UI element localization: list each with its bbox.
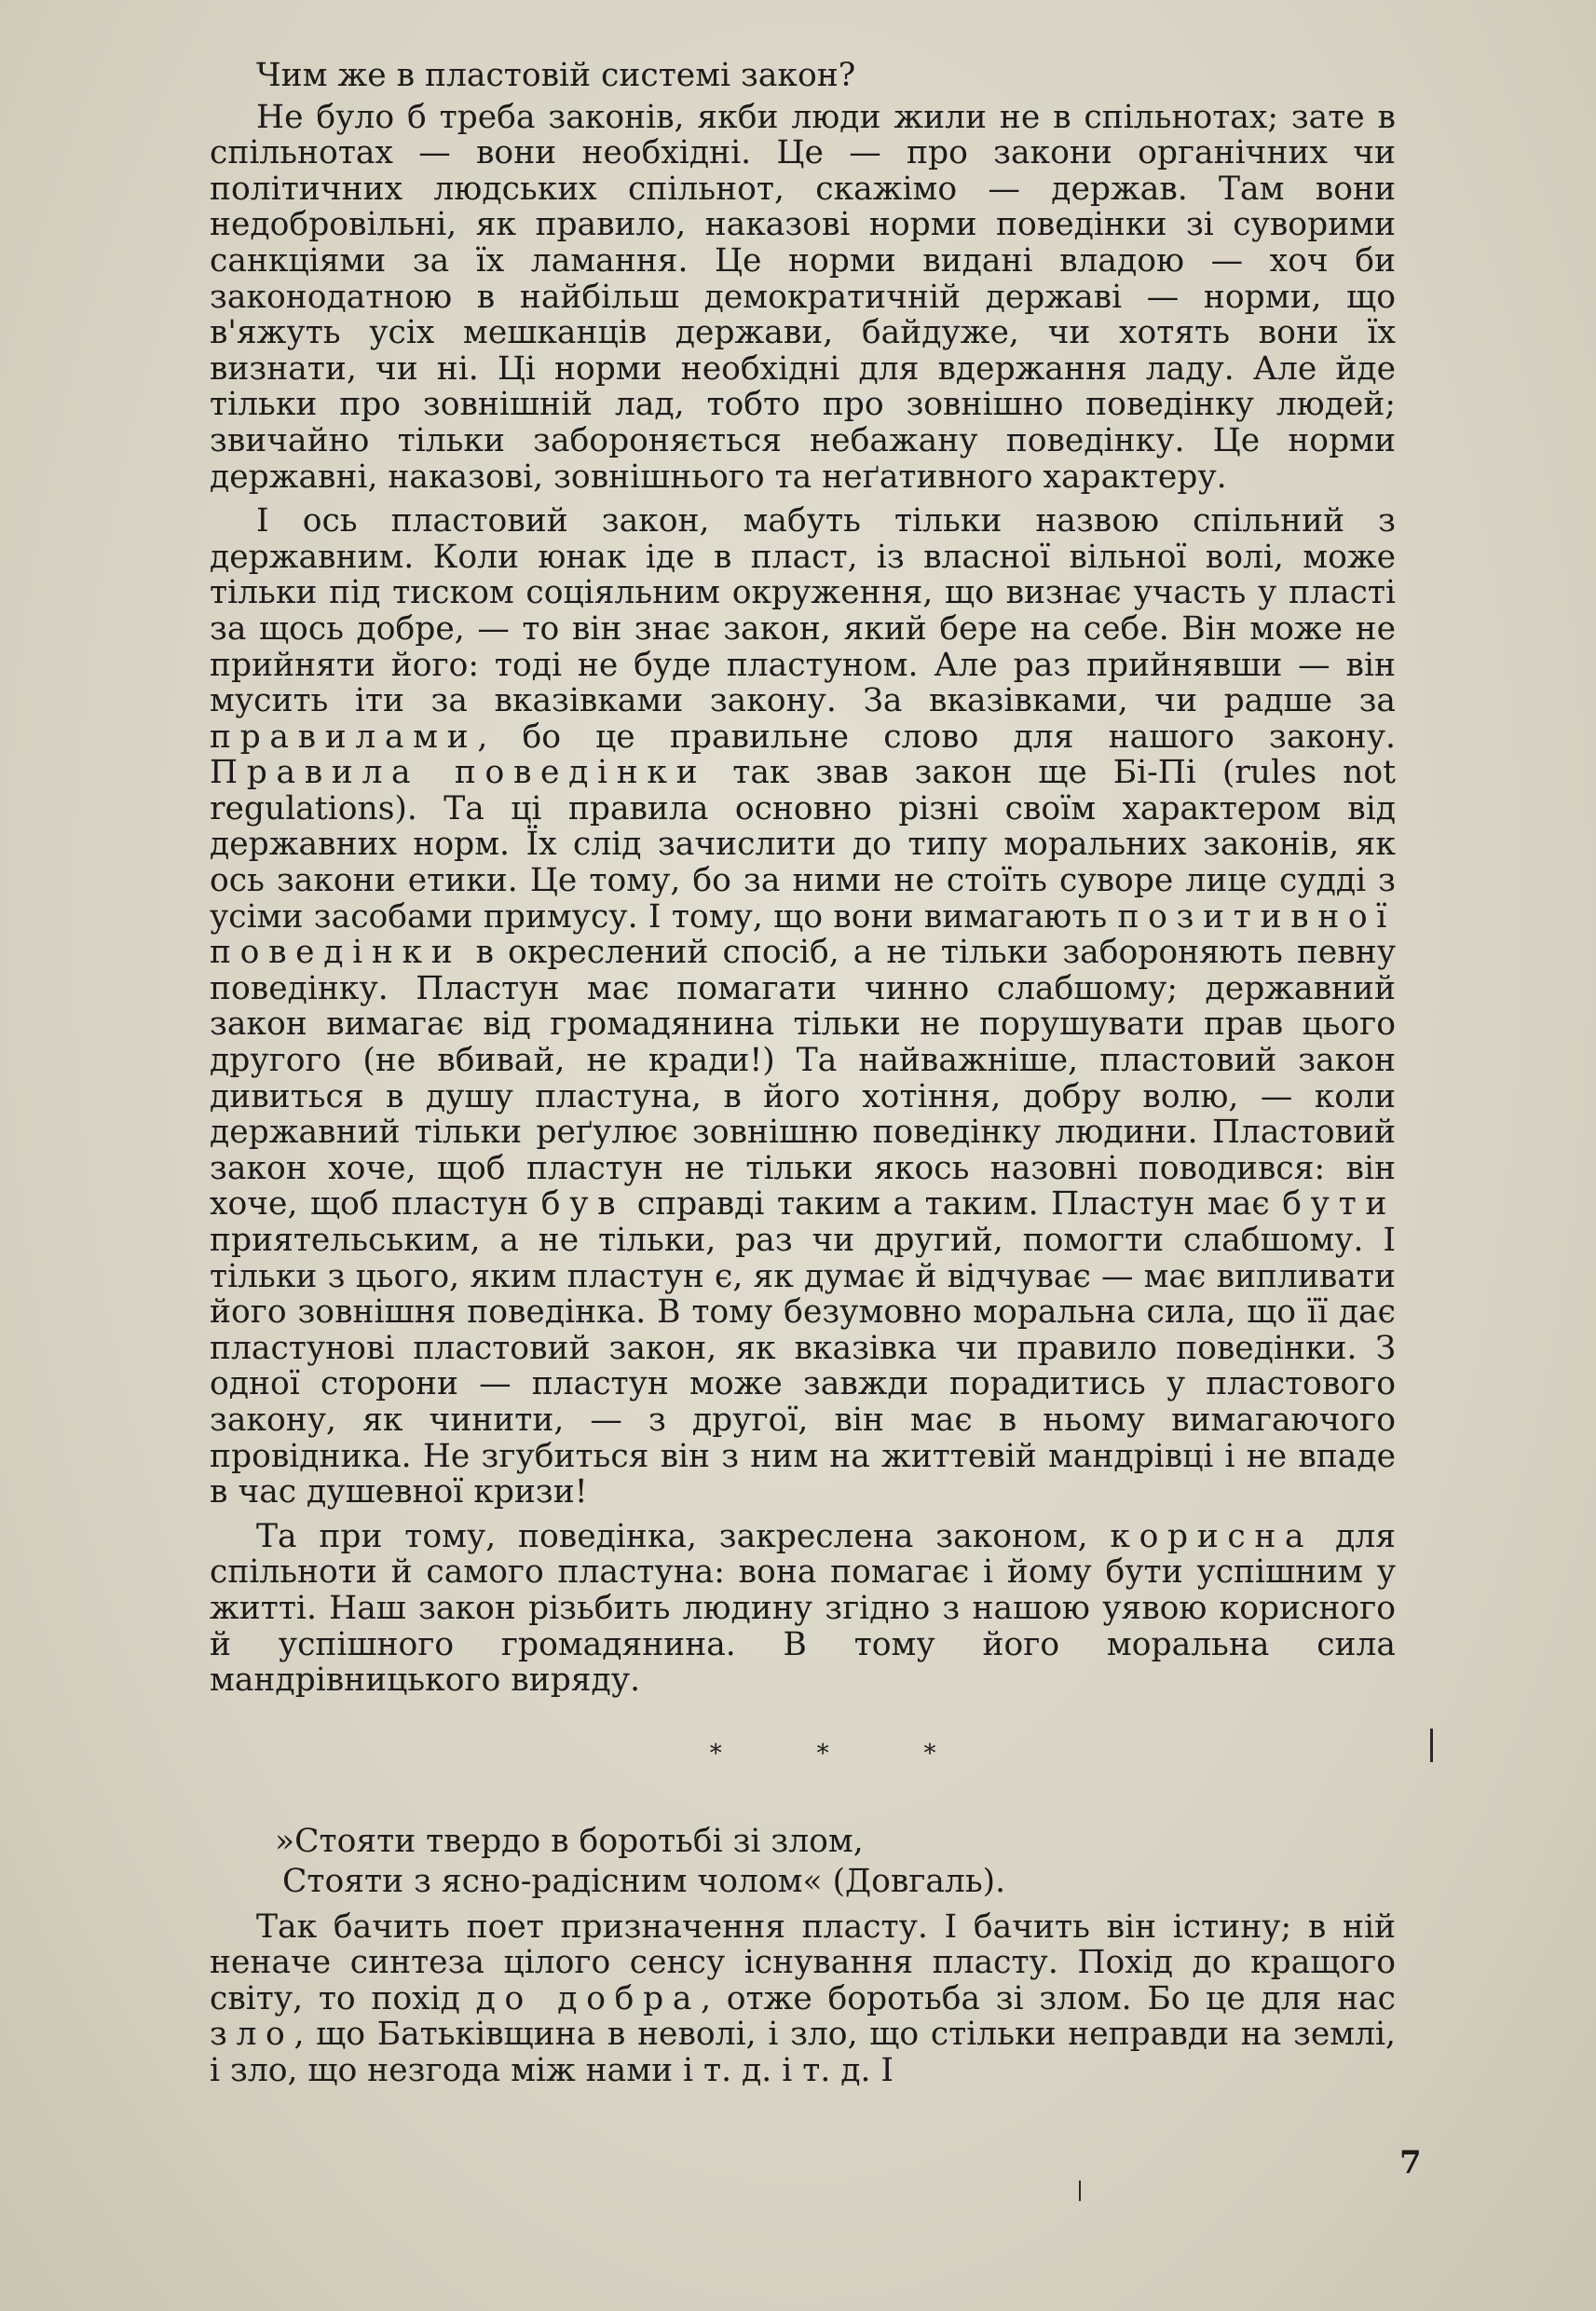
section-heading: Чим же в пластовій системі закон? — [256, 57, 856, 94]
text-run: для спільноти й самого пластуна: вона помагає і йому бути успішним у житті. Наш закон різьбить людину згідно з нашою уявою корисного й успішного громадянина. В тому його моральна сила мандрівницького виряду. — [210, 1517, 1397, 1700]
text-run: , бо це правильне слово для нашого закону. — [477, 718, 1396, 756]
verse-line-1: »Стояти твердо в боротьбі зі злом, — [275, 1823, 864, 1861]
text-run: І ось пластовий закон, мабуть тільки назвою спільний з державним. Коли юнак іде в пласт, із власної вільної волі, може тільки під тиском соціяльним окруження, що визнає участь у пласті за щось добре, — то він знає закон, який бере на себе. Він може не прийняти його: тоді не буде пластуном. Але раз прийнявши — він мусить іти за вказівками закону. За вказівками, чи радше за — [210, 502, 1396, 720]
spaced-emphasis: правилами — [210, 718, 478, 756]
section-separator: * * * — [709, 1739, 980, 1768]
text-run: справді таким а таким. Пластун має — [624, 1185, 1283, 1224]
text-run: , що Батьківщина в неволі, і зло, що стільки неправди на землі, і зло, що незгода між нами і т. д. і т. д. І — [210, 2016, 1396, 2089]
margin-mark — [1079, 2181, 1081, 2201]
paragraph-3 — [210, 1519, 1396, 1699]
margin-mark — [1430, 1729, 1433, 1762]
spaced-emphasis: Правила поведінки — [210, 754, 707, 792]
paragraph-2 — [210, 503, 1396, 1511]
spaced-emphasis: був — [540, 1185, 625, 1224]
text-run: в окреслений спосіб, а не тільки забороняють певну поведінку. Пластун має помагати чинно слабшому; державний закон вимагає від громадянина тільки не порушувати прав цього другого (не вбивай, не кради!) Та найважніше, пластовий закон дивиться в душу пластуна, в його хотіння, добру волю, — коли державний тільки реґулює зовнішню поведінку людини. Пластовий закон хоче, щоб пластун не тільки якось назовні поводився: він хоче, щоб пластун — [210, 934, 1396, 1224]
paragraph-4 — [210, 1909, 1396, 2089]
text-run: Не було б треба законів, якби люди жили не в спільнотах; зате в спільнотах — вони необхідні. Це — про закони органічних чи політичних людських спільнот, скажімо — держав. Там вони недобровільні, як правило, наказові норми поведінки зі суворими санкціями за їх ламання. Це норми видані владою — хоч би законодатною в найбільш демократичній державі — норми, що в'яжуть усіх мешканців держави, байдуже, чи хотять вони їх визнати, чи ні. Ці норми необхідні для вдержання ладу. Але йде тільки про зовнішній лад, тобто про зовнішно поведінку людей; звичайно тільки забороняється небажану поведінку. Це норми державні, наказові, зовнішнього та неґативного характеру. — [210, 98, 1396, 496]
text-run: Та при тому, поведінка, закреслена законом, — [256, 1517, 1111, 1555]
text-run: Так бачить поет призначення пласту. І бачить він істину; в ній неначе синтеза цілого сенсу існування пласту. Похід до кращого світу, то похід — [210, 1908, 1396, 2017]
spaced-emphasis: зло — [210, 2016, 294, 2054]
text-run: , отже боротьба зі злом. Бо це для нас — [701, 1979, 1396, 2017]
text-run: приятельським, а не тільки, раз чи другий, помогти слабшому. І тільки з цього, яким пластун є, як думає й відчуває — має випливати його зовнішня поведінка. В тому безумовно моральна сила, що її дає пластунові пластовий закон, як вказівка чи правило поведінки. З одної сторони — пластун може завжди порадитись у пластового закону, як чинити, — з другої, він має в ньому вимагаючого провідника. Не згубиться він з ним на життевій мандрівці і не впаде в час душевної кризи! — [210, 1222, 1396, 1511]
text-run: так звав закон ще Бі-Пі (rules not regulations). Та ці правила основно різні своїм характером від державних норм. Їх слід зачислити до типу моральних законів, як ось закони етики. Це тому, бо за ними не стоїть суворе лице судді з усіми засобами примусу. І тому, що вони вимагають — [210, 754, 1397, 936]
paragraph-1 — [210, 100, 1396, 496]
spaced-emphasis: бути — [1282, 1185, 1396, 1224]
verse-line-2: Стояти з ясно-радісним чолом« (Довгаль). — [282, 1862, 1006, 1900]
page-number: 7 — [1399, 2144, 1422, 2181]
spaced-emphasis: корисна — [1110, 1517, 1314, 1555]
spaced-emphasis: до добра — [475, 1979, 702, 2017]
spaced-emphasis: позитивної поведінки — [210, 897, 1396, 972]
